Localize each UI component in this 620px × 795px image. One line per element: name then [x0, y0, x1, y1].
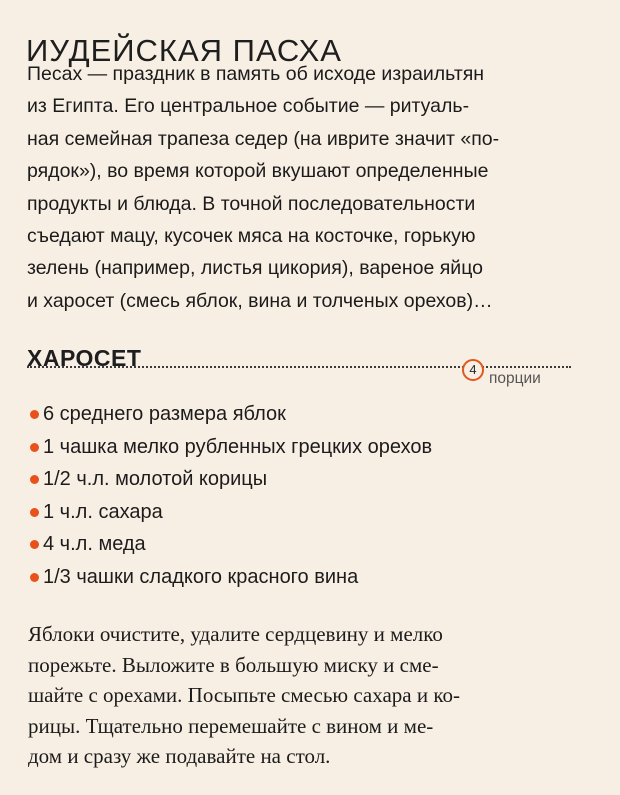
intro-line: Песах — праздник в память об исходе израильтян: [27, 63, 485, 85]
ingredient-item: [30, 398, 432, 431]
intro-line: продукты и блюда. В точной последовательности: [27, 192, 476, 215]
ingredient-item: [30, 431, 432, 464]
ingredient-text: 1/3 чашки сладкого красного вина: [43, 565, 359, 588]
bullet-icon: [30, 443, 39, 452]
intro-line: зелень (например, листья цикория), вареное яйцо: [27, 257, 483, 280]
ingredient-list: [30, 398, 432, 593]
page-title: ИУДЕЙСКАЯ ПАСХА: [26, 32, 342, 68]
ingredient-text: 1 чашка мелко рубленных грецких орехов: [43, 435, 433, 458]
bullet-icon: [30, 410, 39, 419]
method-paragraph: [28, 619, 588, 772]
ingredient-item: [30, 528, 432, 561]
servings-badge: 4: [462, 359, 484, 381]
bullet-icon: [30, 573, 39, 582]
ingredient-item: [30, 463, 432, 496]
method-line: шайте с орехами. Посыпьте смесью сахара и ко-: [28, 683, 460, 708]
method-line: Яблоки очистите, удалите сердцевину и мелко: [28, 622, 443, 646]
ingredient-text: 6 среднего размера яблок: [43, 403, 286, 425]
ingredient-text: 1 ч.л. сахара: [43, 500, 163, 523]
bullet-icon: [30, 475, 39, 484]
bullet-icon: [30, 540, 39, 549]
intro-line: рядок»), во время которой вкушают определенные: [27, 160, 489, 183]
intro-paragraph: [27, 58, 587, 317]
ingredient-item: [30, 496, 432, 529]
bullet-icon: [30, 508, 39, 517]
section-divider: [27, 366, 571, 368]
ingredient-item: [30, 561, 432, 594]
method-line: порежьте. Выложите в большую миску и сме-: [28, 652, 439, 677]
recipe-title: ХАРОСЕТ: [27, 345, 142, 372]
method-line: дом и сразу же подавайте на стол.: [28, 744, 331, 769]
ingredient-text: 4 ч.л. меда: [43, 533, 146, 555]
method-line: рицы. Тщательно перемешайте с вином и ме-: [28, 713, 434, 738]
ingredient-text: 1/2 ч.л. молотой корицы: [43, 468, 268, 490]
intro-line: из Египта. Его центральное событие — ритуаль-: [27, 95, 470, 118]
servings-label: порции: [489, 370, 541, 387]
intro-line: съедают мацу, кусочек мяса на косточке, горькую: [27, 225, 476, 248]
intro-line: и харосет (смесь яблок, вина и толченых орехов)…: [27, 289, 493, 312]
intro-line: ная семейная трапеза седер (на иврите значит «по-: [27, 127, 500, 150]
